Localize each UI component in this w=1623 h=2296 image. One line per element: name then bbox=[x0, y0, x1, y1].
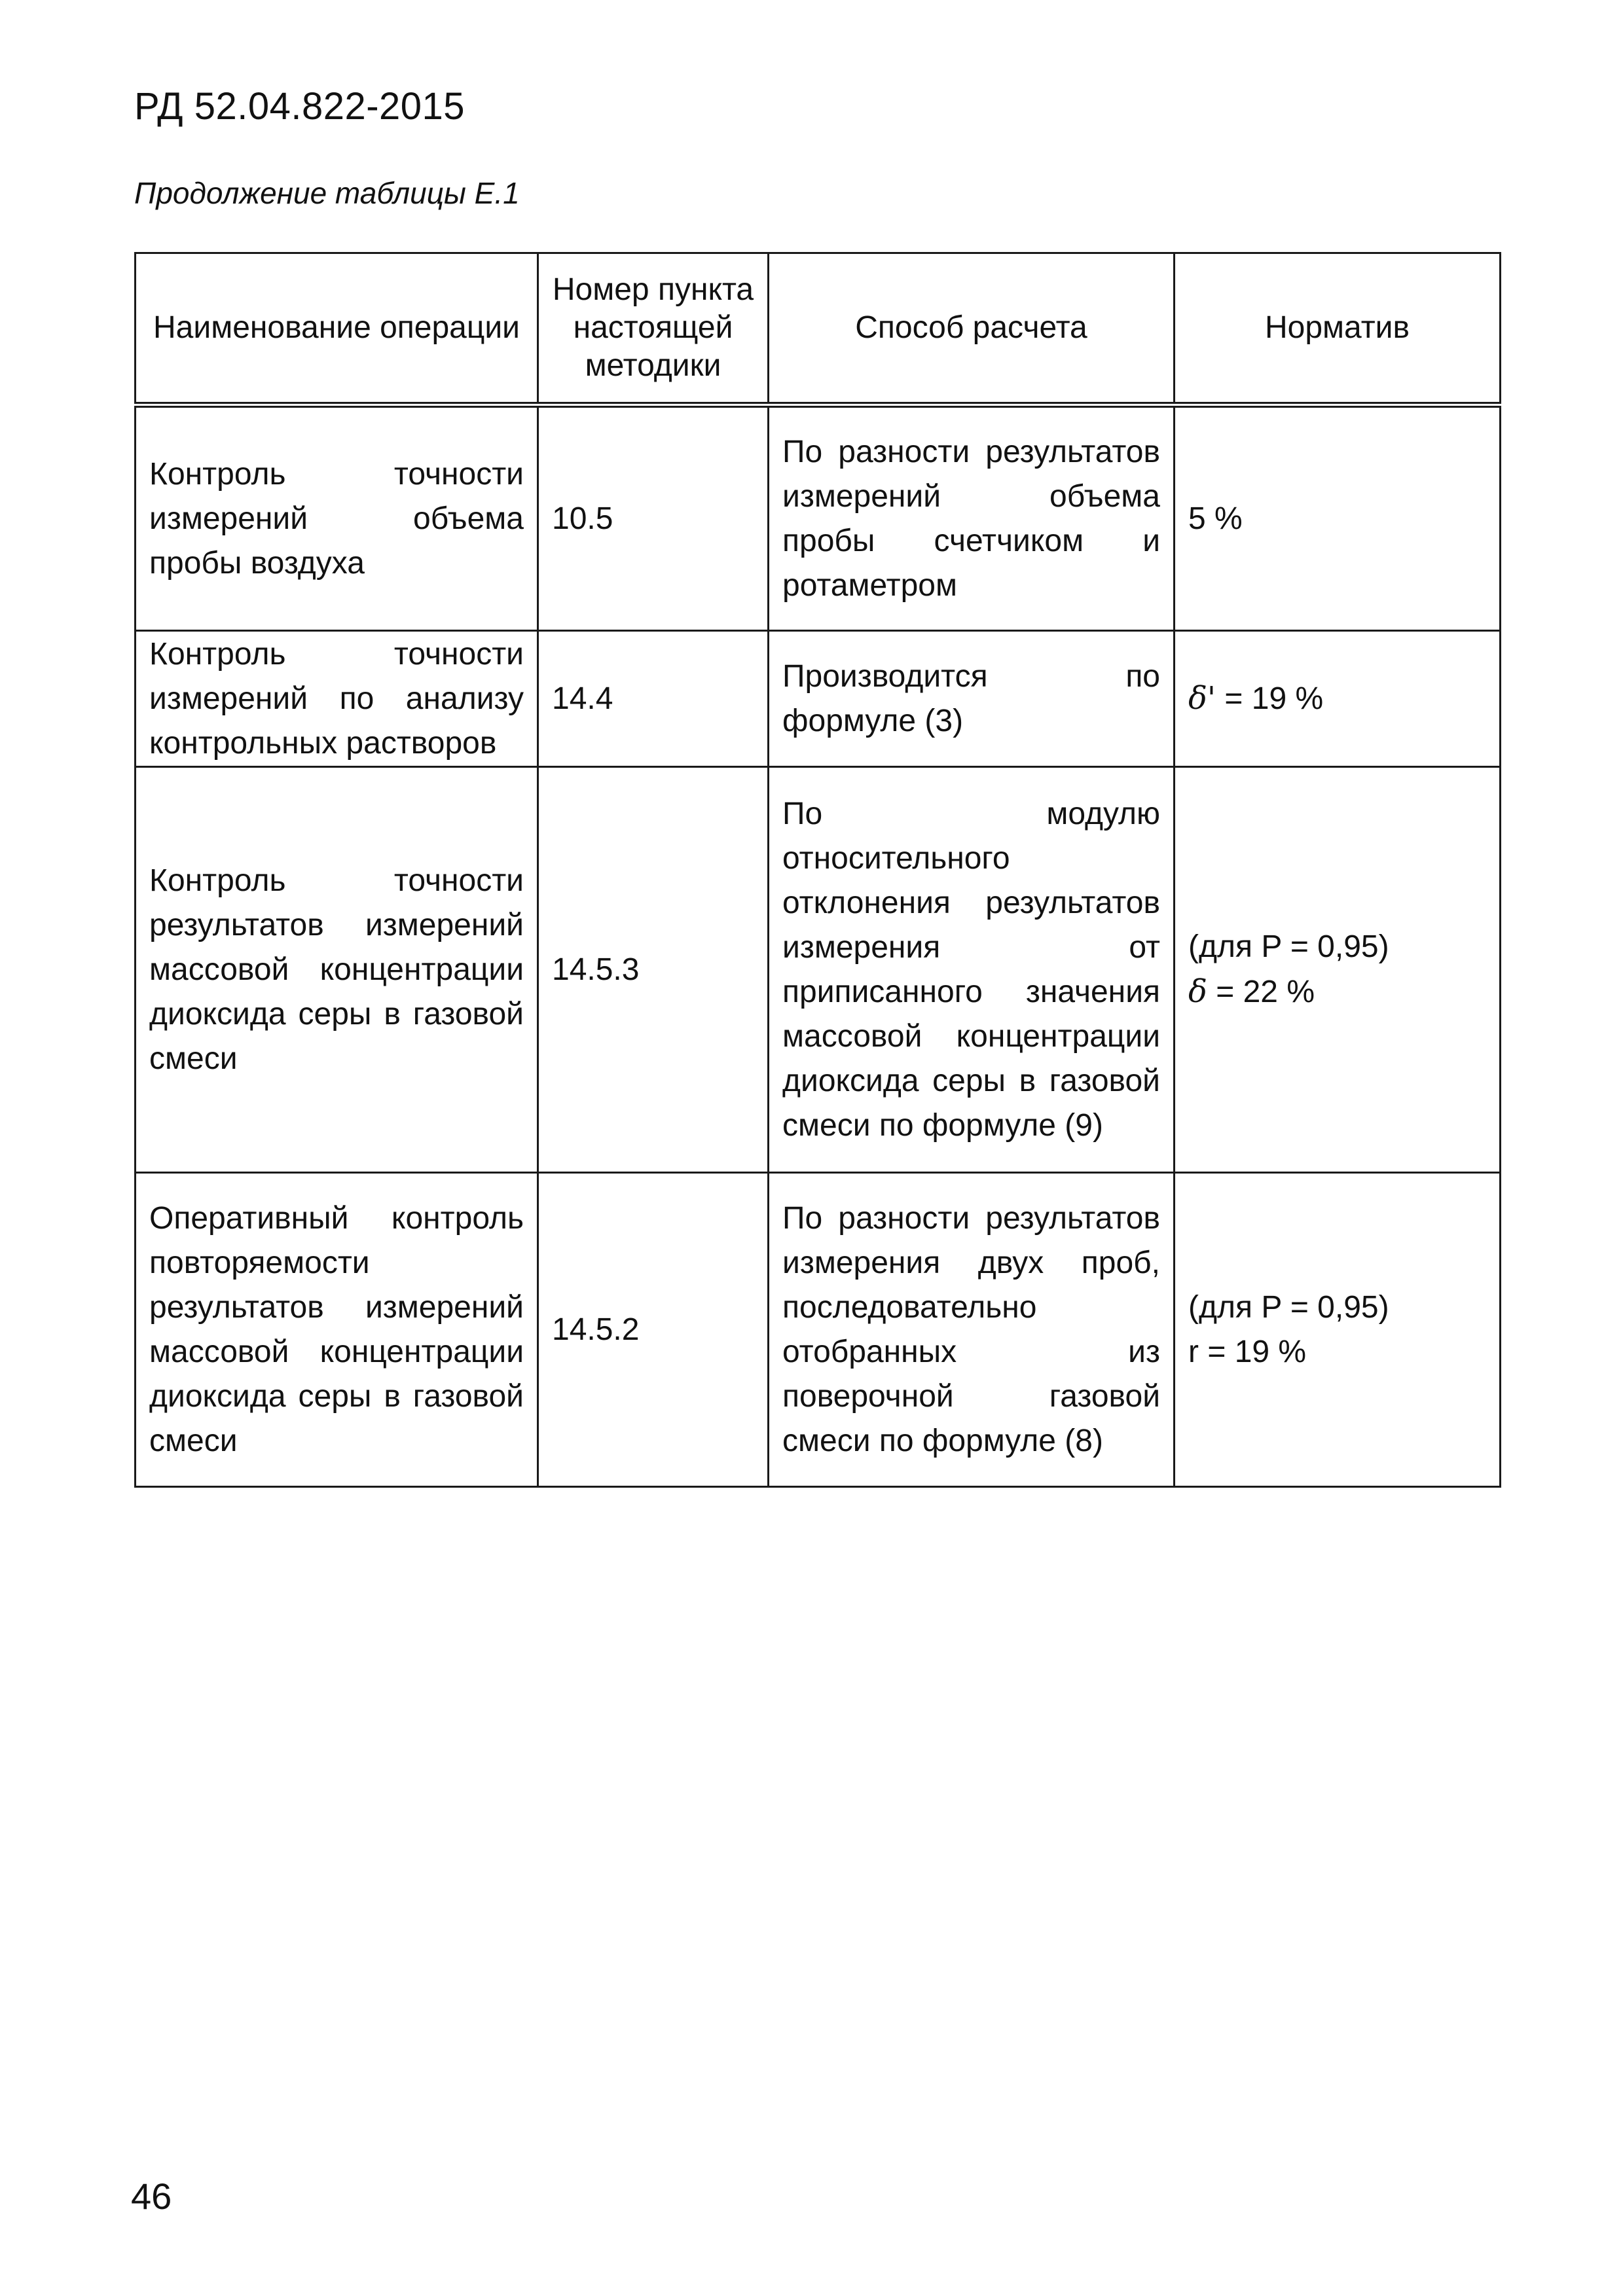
table-header-row bbox=[136, 253, 1501, 405]
column-header-point: Номер пункта настоящей методики bbox=[538, 253, 769, 405]
norm-value: = 19 % bbox=[1216, 681, 1324, 716]
norm-condition: (для P = 0,95) bbox=[1188, 929, 1389, 964]
method-cell: По разности результатов измерения двух проб, последовательно отобранных из поверочной газовой смеси по формуле (8) bbox=[769, 1173, 1175, 1487]
column-header-norm: Норматив bbox=[1175, 253, 1501, 405]
point-cell: 14.4 bbox=[538, 631, 769, 767]
norm-condition: (для P = 0,95) bbox=[1188, 1289, 1389, 1325]
operation-cell: Контроль точности измерений по анализу контрольных растворов bbox=[136, 631, 538, 767]
point-cell: 10.5 bbox=[538, 405, 769, 631]
norm-value: = 22 % bbox=[1207, 975, 1315, 1009]
operation-cell: Оперативный контроль повторяемости результатов измерений массовой концентрации диоксида серы в газовой смеси bbox=[136, 1173, 538, 1487]
norm-cell bbox=[1175, 405, 1501, 631]
point-cell: 14.5.2 bbox=[538, 1173, 769, 1487]
table-row bbox=[136, 1173, 1501, 1487]
method-cell: Производится по формуле (3) bbox=[769, 631, 1175, 767]
operation-cell: Контроль точности измерений объема пробы воздуха bbox=[136, 405, 538, 631]
table-row bbox=[136, 405, 1501, 631]
operation-cell: Контроль точности результатов измерений массовой концентрации диоксида серы в газовой смеси bbox=[136, 767, 538, 1173]
norm-value: r = 19 % bbox=[1188, 1334, 1307, 1369]
norm-cell bbox=[1175, 767, 1501, 1173]
column-header-operation: Наименование операции bbox=[136, 253, 538, 405]
delta-prime-symbol: δ' bbox=[1188, 680, 1216, 717]
table-caption: Продолжение таблицы Е.1 bbox=[134, 176, 520, 210]
column-header-method: Способ расчета bbox=[769, 253, 1175, 405]
page-number: 46 bbox=[131, 2176, 172, 2217]
table-row bbox=[136, 767, 1501, 1173]
delta-symbol: δ bbox=[1188, 973, 1207, 1010]
norm-formula bbox=[1188, 969, 1486, 1014]
document-code: РД 52.04.822-2015 bbox=[134, 85, 465, 128]
norm-cell bbox=[1175, 631, 1501, 767]
table-row bbox=[136, 631, 1501, 767]
point-cell: 14.5.3 bbox=[538, 767, 769, 1173]
norm-value: 5 % bbox=[1188, 501, 1243, 536]
norm-formula bbox=[1188, 676, 1486, 721]
method-cell: По разности результатов измерений объема пробы счетчиком и ротаметром bbox=[769, 405, 1175, 631]
requirements-table bbox=[134, 252, 1501, 1488]
method-cell: По модулю относительного отклонения результатов измерения от приписанного значения массовой концентрации диоксида серы в газовой смеси по формуле (9) bbox=[769, 767, 1175, 1173]
norm-cell bbox=[1175, 1173, 1501, 1487]
